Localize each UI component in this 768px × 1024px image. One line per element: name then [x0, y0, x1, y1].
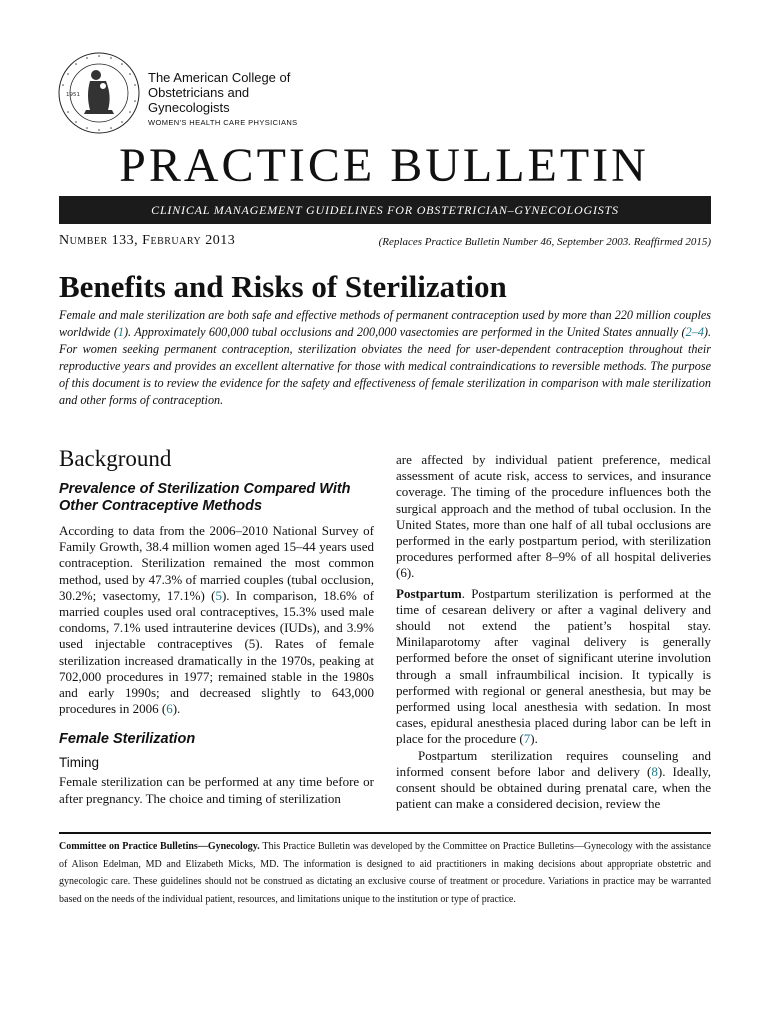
replaces-note: (Replaces Practice Bulletin Number 46, September 2003. Reaffirmed 2015)	[378, 236, 711, 248]
subsection-heading: Prevalence of Sterilization Compared With Other Contraceptive Methods	[59, 481, 351, 514]
abstract-text: ). For women seeking permanent contraception, sterilization obviates the need for user-dependent contraception throughout their reproductive years and provides an excellent alternative for those with medical contraindications to reversible methods. The purpose of this document is to review the evidence for the safety and effectiveness of female sterilization in comparison with male sterilization and other forms of contraception.	[59, 325, 712, 407]
reference-link[interactable]: 1	[117, 325, 124, 339]
issue-number: Number 133, February 2013	[59, 233, 236, 248]
org-name	[148, 70, 326, 129]
footer-bold: Committee on Practice Bulletins—Gynecology.	[59, 841, 260, 852]
org-name-line2: Obstetricians and Gynecologists	[148, 85, 250, 115]
body-paragraph: Female sterilization can be performed at any time before or after pregnancy. The choice and timing of sterilization	[59, 774, 374, 806]
seal-year: 1951	[66, 92, 80, 98]
runin-heading: Postpartum	[396, 585, 462, 601]
body-paragraph: are affected by individual patient preference, medical assessment of acute risk, access to services, and insurance coverage. The timing of the procedure influences both the surgical approach and the method of tubal occlusion. In the United States, more than one half of all tubal occlusions are performed in the early postpartum period, with sterilization procedures performed after 8–9% of all hospital deliveries (6).	[396, 452, 711, 581]
paragraph-text: Postpartum sterilization requires counseling and informed consent before labor and delivery (	[396, 747, 711, 779]
footer-text: This Practice Bulletin was developed by the Committee on Practice Bulletins—Gynecology with the assistance of Alison Edelman, MD and Elizabeth Micks, MD. The information is designed to aid practitioners in making decisions about appropriate obstetric and gynecologic care. These guidelines should not be construed as dictating an exclusive course of treatment or procedure. Variations in practice may be warranted based on the needs of the individual patient, resources, and limitations unique to the institution or type of practice.	[59, 841, 711, 905]
left-column	[59, 445, 374, 807]
abstract	[59, 307, 711, 409]
org-name-line1: The American College of	[148, 70, 291, 85]
body-paragraph	[59, 523, 374, 717]
footer-note	[59, 838, 711, 908]
reference-link[interactable]: 2–4	[685, 325, 704, 339]
masthead: PRACTICE BULLETIN	[119, 139, 649, 192]
org-tagline: WOMEN'S HEALTH CARE PHYSICIANS	[148, 118, 298, 127]
reference-link[interactable]: 6	[166, 701, 173, 717]
reference-link[interactable]: 7	[523, 731, 531, 747]
paragraph-text: According to data from the 2006–2010 National Survey of Family Growth, 38.4 million women aged 15–44 years used contraception. Sterilization remained the most common method, used by 47.3% of married couples (tubal occlusion, 30.2%; vasectomy, 17.1%) (	[59, 523, 374, 603]
body-paragraph	[396, 748, 711, 813]
minor-heading: Timing	[59, 755, 100, 771]
subsection-heading: Female Sterilization	[59, 731, 196, 748]
page-title: Benefits and Risks of Sterilization	[59, 269, 507, 304]
right-column	[396, 452, 711, 812]
paragraph-text: ).	[172, 701, 181, 717]
abstract-text: Female and male sterilization are both safe and effective methods of permanent contraception used by more than 220 million couples worldwide (	[59, 308, 711, 339]
footer-rule	[59, 832, 711, 834]
reference-link[interactable]: 8	[651, 763, 658, 779]
body-paragraph	[396, 586, 711, 748]
banner: CLINICAL MANAGEMENT GUIDELINES FOR OBSTETRICIAN–GYNECOLOGISTS	[59, 196, 711, 224]
paragraph-text: . Postpartum sterilization is performed at the time of cesarean delivery or after a vaginal delivery and should not extend the patient’s hospital stay. Minilaparotomy after vaginal delivery is generally performed before the onset of significant uterine involution through a small infraumbilical incision. It typically is performed with regional or general anesthesia, but may be performed using local anesthesia with sedation. In most cases, epidural anesthesia placed during labor can be left in place for the procedure (	[396, 585, 711, 747]
paragraph-text: ).	[530, 731, 538, 747]
acog-logo	[56, 50, 326, 125]
abstract-text: ). Approximately 600,000 tubal occlusions and 200,000 vasectomies are performed in the United States annually (	[124, 325, 686, 339]
paragraph-text: ). Ideally, consent should be obtained during prenatal care, when the patient can make a considered decision, review the	[396, 763, 712, 812]
acog-seal-icon	[56, 50, 142, 136]
paragraph-text: ). In comparison, 18.6% of married couples used oral contraceptives, 15.3% used male condoms, 7.1% used intrauterine devices (IUDs), and 3.9% used injectable contraceptives (5). Rates of female sterilization increased dramatically in the 1970s, peaking at 702,000 procedures in 1977; remained stable in the 1980s and early 1990s; and decreased slightly to 643,000 procedures in 2006 (	[59, 587, 374, 717]
reference-link[interactable]: 5	[215, 587, 222, 603]
section-heading: Background	[59, 446, 172, 471]
